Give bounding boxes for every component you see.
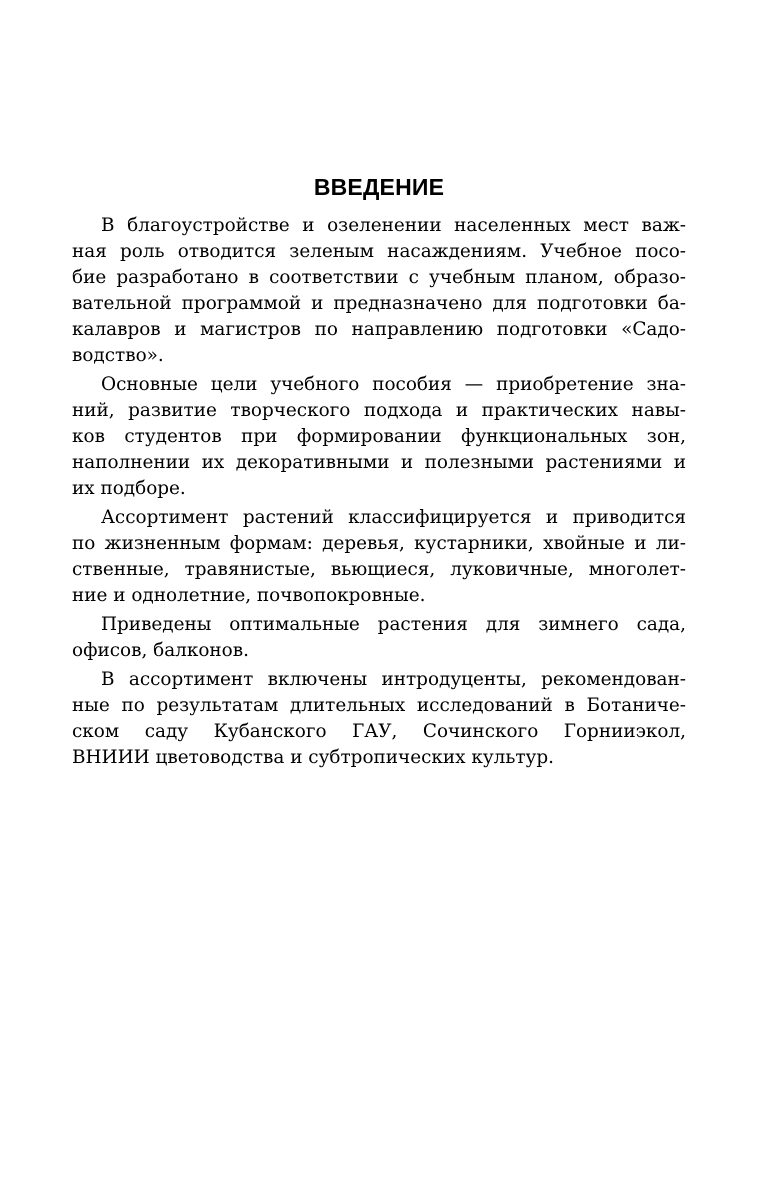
introduction-text <box>72 213 686 774</box>
text-line: по жизненным формам: деревья, кустарники, хвойные и ли- <box>72 533 686 554</box>
text-line: ные по результатам длительных исследований в Ботаниче- <box>72 695 686 716</box>
page-title: ВВЕДЕНИЕ <box>313 174 445 201</box>
paragraph-5 <box>72 667 686 771</box>
text-line: вательной программой и предназначено для подготовки ба- <box>72 293 686 314</box>
text-line: Ассортимент растений классифицируется и приводится <box>101 507 686 528</box>
paragraph-1 <box>72 213 686 369</box>
text-line: В ассортимент включены интродуценты, рекомендован- <box>101 669 686 690</box>
text-line: бие разработано в соответствии с учебным планом, образо- <box>72 267 686 288</box>
text-line: ний, развитие творческого подхода и практических навы- <box>72 400 686 421</box>
document-page <box>72 0 686 1182</box>
text-line: ние и однолетние, почвопокровные. <box>72 585 426 606</box>
paragraph-4 <box>72 612 686 664</box>
text-line: их подборе. <box>72 478 186 499</box>
paragraph-2 <box>72 372 686 502</box>
text-line: ВНИИИ цветоводства и субтропических культур. <box>72 747 554 768</box>
text-line: калавров и магистров по направлению подготовки «Садо- <box>72 319 686 340</box>
text-line: ная роль отводится зеленым насаждениям. Учебное посо- <box>72 241 686 262</box>
text-line: Приведены оптимальные растения для зимнего сада, <box>101 614 686 635</box>
text-line: наполнении их декоративными и полезными растениями и <box>72 452 686 473</box>
text-line: водство». <box>72 345 164 366</box>
paragraph-3 <box>72 505 686 609</box>
text-line: ственные, травянистые, вьющиеся, луковичные, многолет- <box>72 559 686 580</box>
text-line: Основные цели учебного пособия — приобретение зна- <box>101 374 686 395</box>
text-line: ков студентов при формировании функциональных зон, <box>72 426 686 447</box>
text-line: офисов, балконов. <box>72 640 249 661</box>
text-line: В благоустройстве и озеленении населенных мест важ- <box>101 215 686 236</box>
text-line: ском саду Кубанского ГАУ, Сочинского Горнииэкол, <box>72 721 686 742</box>
